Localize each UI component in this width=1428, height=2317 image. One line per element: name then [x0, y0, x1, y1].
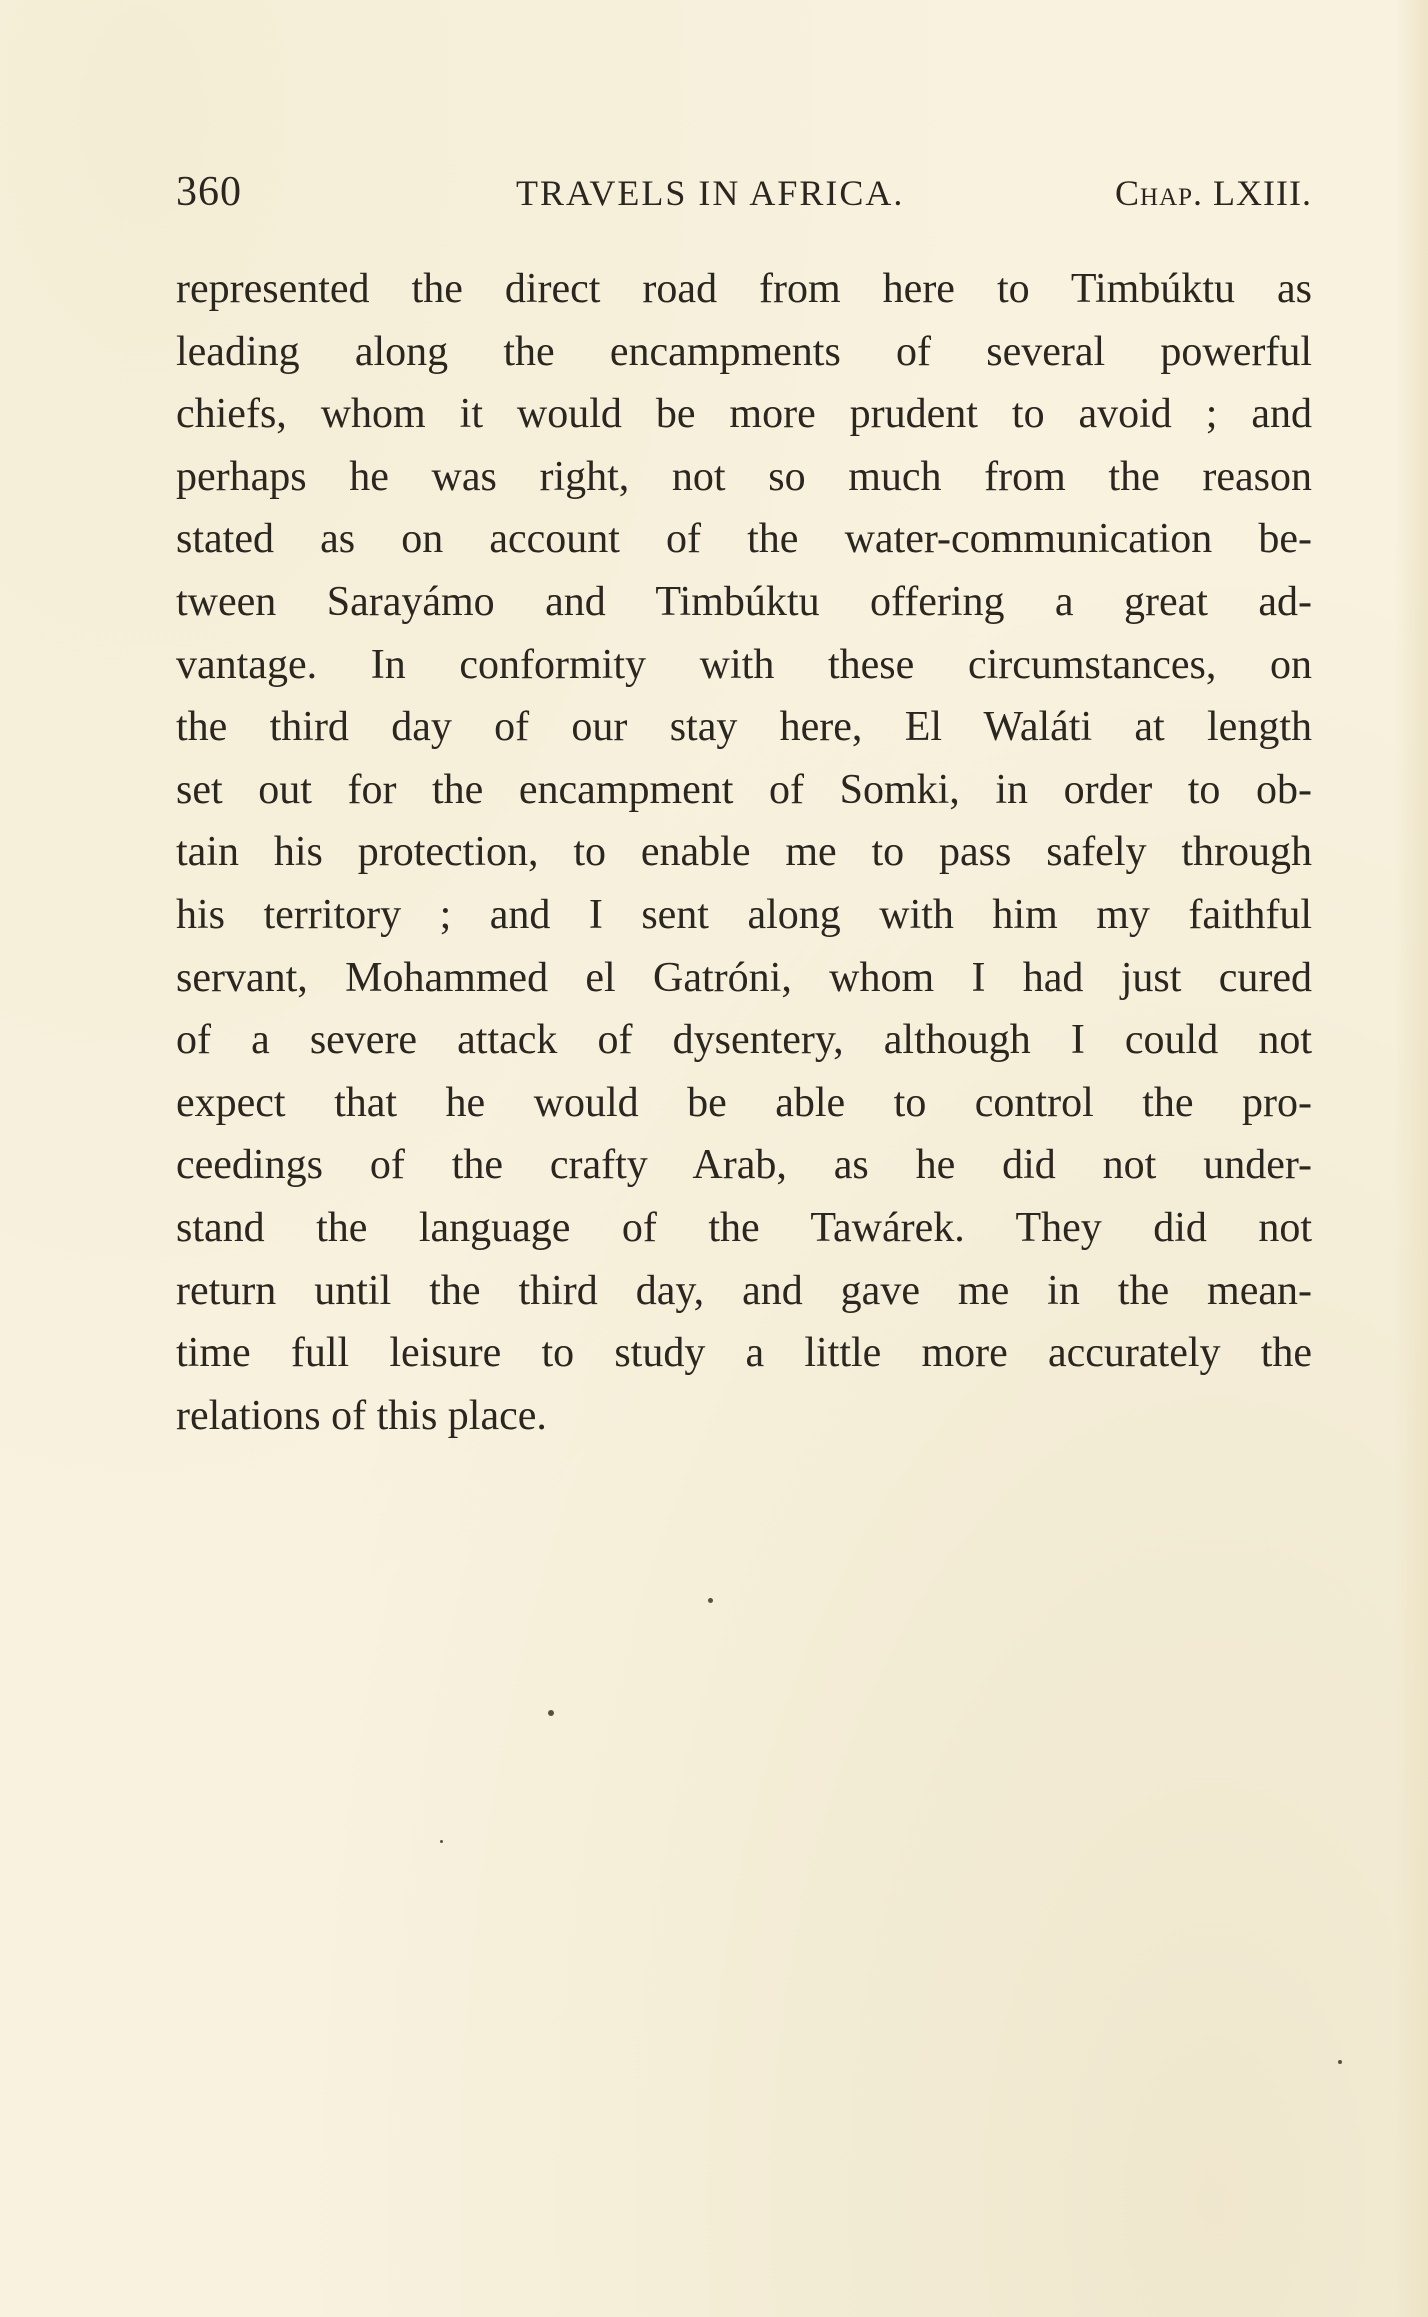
chapter-reference: Chap. LXIII.	[1115, 173, 1312, 213]
text-line: perhaps he was right, not so much from the reason	[176, 453, 1312, 500]
text-line: time full leisure to study a little more accurately the	[176, 1330, 1312, 1377]
text-line: of a severe attack of dysentery, although I could not	[176, 1017, 1312, 1064]
paper-speck	[708, 1598, 713, 1603]
page-edge-shadow	[1394, 0, 1428, 2317]
running-title: TRAVELS IN AFRICA.	[516, 173, 905, 213]
running-header	[176, 160, 1312, 220]
paper-speck	[440, 1840, 443, 1843]
page-number: 360	[176, 169, 242, 215]
text-line: leading along the encampments of several powerful	[176, 328, 1312, 375]
text-line: servant, Mohammed el Gatróni, whom I had just cured	[176, 954, 1312, 1001]
text-line: tween Sarayámo and Timbúktu offering a great ad-	[176, 578, 1312, 625]
text-line: ceedings of the crafty Arab, as he did not under-	[176, 1142, 1312, 1189]
text-line: set out for the encampment of Somki, in order to ob-	[176, 766, 1312, 813]
text-line: chiefs, whom it would be more prudent to avoid ; and	[176, 391, 1312, 438]
paper-speck	[548, 1710, 554, 1716]
text-line: the third day of our stay here, El Waláti at length	[176, 704, 1312, 751]
text-line: return until the third day, and gave me in the mean-	[176, 1267, 1312, 1314]
text-line: stand the language of the Tawárek. They did not	[176, 1204, 1312, 1251]
body-paragraph	[176, 258, 1312, 1447]
paper-speck	[1338, 2060, 1342, 2064]
text-line: his territory ; and I sent along with him my faithful	[176, 891, 1312, 938]
text-line: represented the direct road from here to Timbúktu as	[176, 266, 1312, 312]
text-line: stated as on account of the water-communication be-	[176, 516, 1312, 563]
text-line: relations of this place.	[176, 1392, 547, 1439]
text-line: expect that he would be able to control the pro-	[176, 1079, 1312, 1126]
text-line: tain his protection, to enable me to pass safely through	[176, 829, 1312, 876]
text-line: vantage. In conformity with these circumstances, on	[176, 641, 1312, 688]
